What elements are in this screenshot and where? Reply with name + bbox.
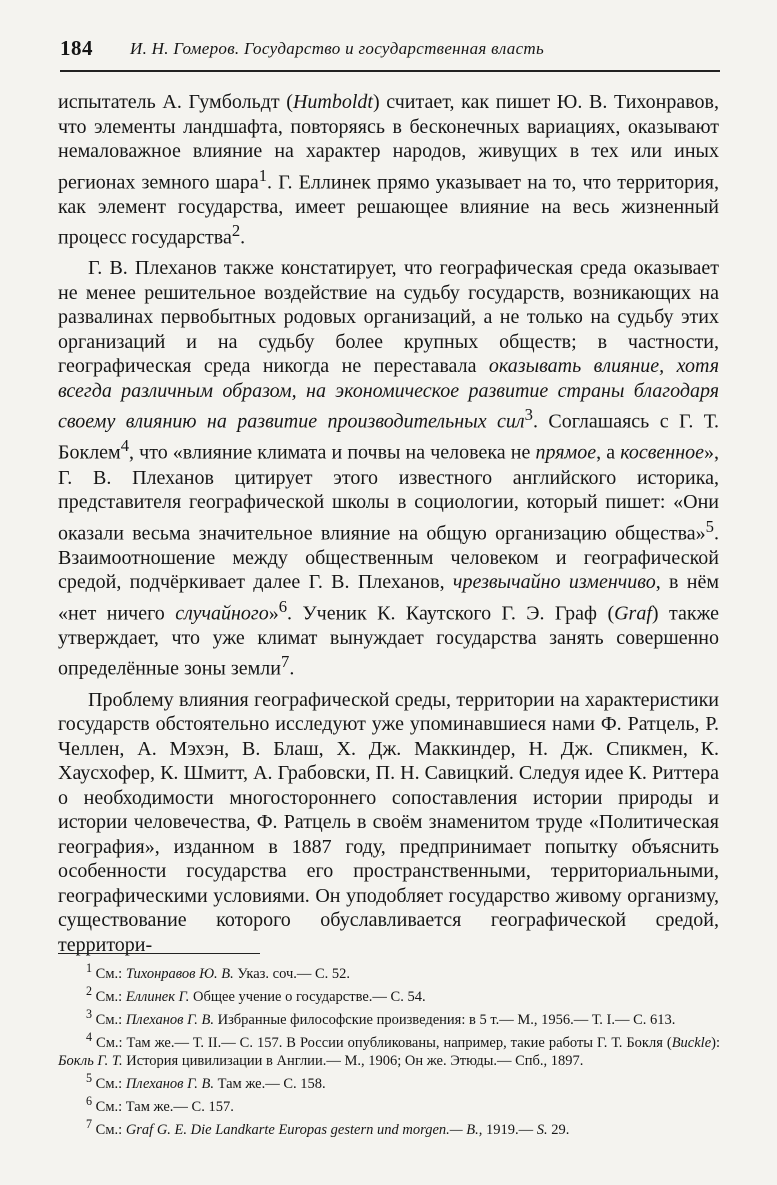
italic-run: Еллинек Г.	[125, 988, 190, 1005]
footnote-ref: 4	[120, 436, 130, 456]
footnote-ref: 5	[705, 516, 714, 536]
italic-run: косвенное	[620, 442, 704, 465]
footnote-ref: 1	[258, 165, 268, 185]
italic-run: прямое	[535, 442, 597, 465]
text-run: См.:	[92, 1012, 126, 1029]
text-run: ) считает, как пишет Ю. В. Тихонравов, что элементы ландшафта, повторяясь в бесконечных вариациях, оказывают немаловажное влияние на характер народов, живущих в тех или иных регионах земного шара	[58, 91, 719, 194]
italic-run: оказывать влияние, хотя всегда различным образом, на экономическое развитие страны благодаря своему влиянию на развитие производительных сил	[58, 355, 719, 433]
footnote-1	[58, 960, 720, 983]
footnote-2	[58, 983, 720, 1006]
footnote-3	[58, 1006, 720, 1029]
text-run: . Г. Еллинек прямо указывает на то, что территория, как элемент государства, имеет решающее влияние на весь жизненный процесс государства	[58, 171, 720, 249]
paragraph-3: Проблему влияния географической среды, территории на характеристики государств обстоятельно исследуют уже упоминавшиеся нами Ф. Ратцель, Р. Челлен, А. Мэхэн, В. Блаш, Х. Дж. Маккиндер, Н. Дж. Спикмен, К. Хаусхофер, К. Шмитт, А. Грабовски, П. Н. Савицкий. Следуя идее К. Риттера о необходимости многостороннего сопоставления истории природы и истории человечества, Ф. Ратцель в своём знаменитом труде «Политическая география», изданном в 1887 году, предпринимает попытку объяснить особенности государства его пространственными, территориальными, географическими условиями. Он уподобляет государство живому организму, существование которого обуславливается географической средой, территори-	[58, 688, 719, 956]
text-run: »	[268, 602, 279, 625]
italic-run: Graf G. E. Die Landkarte Europas gestern und morgen.— B.,	[125, 1121, 483, 1138]
text-run: История цивилизации в Англии.— М., 1906; Он же. Этюды.— Спб., 1897.	[122, 1052, 584, 1069]
text-run: См.: Там же.— Т. II.— С. 157. В России опубликованы, например, такие работы Г. Т. Бокля (	[92, 1035, 672, 1052]
italic-run: Graf	[614, 602, 652, 625]
footnote-mark: 6	[86, 1093, 93, 1108]
paragraph-2	[58, 256, 719, 681]
footnote-mark: 3	[86, 1007, 93, 1022]
footnote-6	[58, 1093, 720, 1116]
text-run: Указ. соч.— С. 52.	[233, 965, 351, 982]
italic-run: Buckle	[671, 1035, 712, 1052]
text-run: . Соглашаясь с Г. Т. Боклем	[58, 410, 719, 465]
text-run: .	[289, 658, 295, 681]
text-run: См.:	[92, 1075, 126, 1092]
footnote-4	[58, 1029, 720, 1069]
text-run: ) также утверждает, что уже климат вынуждает государства занять совершенно определённые зоны земли	[58, 602, 720, 681]
footnote-mark: 2	[86, 984, 93, 999]
footnote-5	[58, 1070, 720, 1093]
header-rule	[60, 70, 720, 72]
italic-run: Тихонравов Ю. В.	[125, 965, 234, 982]
text-run: . Взаимоотношение между общественным человеком и географической средой, подчёркивает далее Г. В. Плеханов,	[58, 522, 719, 594]
text-run: , а	[596, 442, 621, 465]
footnotes	[58, 960, 720, 1139]
text-run: Общее учение о государстве.— С. 54.	[189, 988, 426, 1005]
text-run: .	[240, 226, 246, 249]
text-run: 1919.—	[482, 1121, 537, 1138]
text-run: См.:	[92, 988, 126, 1005]
italic-run: Бокль Г. Т.	[58, 1052, 123, 1069]
footnote-mark: 4	[86, 1030, 93, 1045]
footnote-ref: 3	[524, 405, 533, 425]
text-run: См.: Там же.— С. 157.	[92, 1098, 234, 1115]
footnote-ref: 2	[231, 221, 241, 241]
text-run: . Ученик К. Каутского Г. Э. Граф (	[287, 602, 615, 625]
text-run: », Г. В. Плеханов цитирует этого известного английского историка, представителя географической школы в социологии, который пишет: «Они оказали весьма значительное влияние на общую организацию общества»	[58, 442, 719, 545]
italic-run: Плеханов Г. В.	[125, 1075, 214, 1092]
text-run: 29.	[547, 1121, 570, 1138]
text-run: См.:	[92, 1121, 126, 1138]
footnote-mark: 7	[86, 1117, 93, 1132]
italic-run: случайного	[175, 602, 269, 625]
footnote-7	[58, 1116, 720, 1139]
page-number: 184	[60, 36, 93, 60]
footnote-ref: 6	[278, 596, 288, 616]
footnote-mark: 5	[86, 1070, 93, 1085]
running-header	[60, 36, 720, 62]
text-run: , что «влияние климата и почвы на человека не	[129, 442, 536, 465]
text-run: ):	[711, 1035, 720, 1052]
italic-run: S.	[536, 1121, 548, 1138]
text-run: См.:	[92, 965, 126, 982]
footnote-rule	[58, 953, 260, 954]
text-run: Г. В. Плеханов также констатирует, что географическая среда оказывает не менее решительное воздействие на судьбу государств, возникающих на развалинах первобытных родовых организаций, а не только на судьбу этих организаций и на судьбу более крупных обществ; в частности, географическая среда никогда не переставала	[58, 257, 719, 378]
text-run: Там же.— С. 158.	[213, 1075, 326, 1092]
text-run: испытатель А. Гумбольдт (	[58, 91, 293, 113]
italic-run: Плеханов Г. В.	[125, 1012, 214, 1029]
italic-run: чрезвычайно изменчиво	[452, 571, 656, 594]
main-text	[58, 90, 719, 957]
footnote-mark: 1	[86, 961, 93, 975]
footnote-ref: 7	[281, 652, 290, 672]
text-run: Избранные философские произведения: в 5 т.— М., 1956.— Т. I.— С. 613.	[213, 1012, 676, 1029]
paragraph-1	[58, 90, 719, 250]
italic-run: Humboldt	[292, 91, 373, 113]
text-run: , в нём «нет ничего	[58, 571, 719, 625]
running-title: И. Н. Гомеров. Государство и государственная власть	[130, 39, 545, 58]
